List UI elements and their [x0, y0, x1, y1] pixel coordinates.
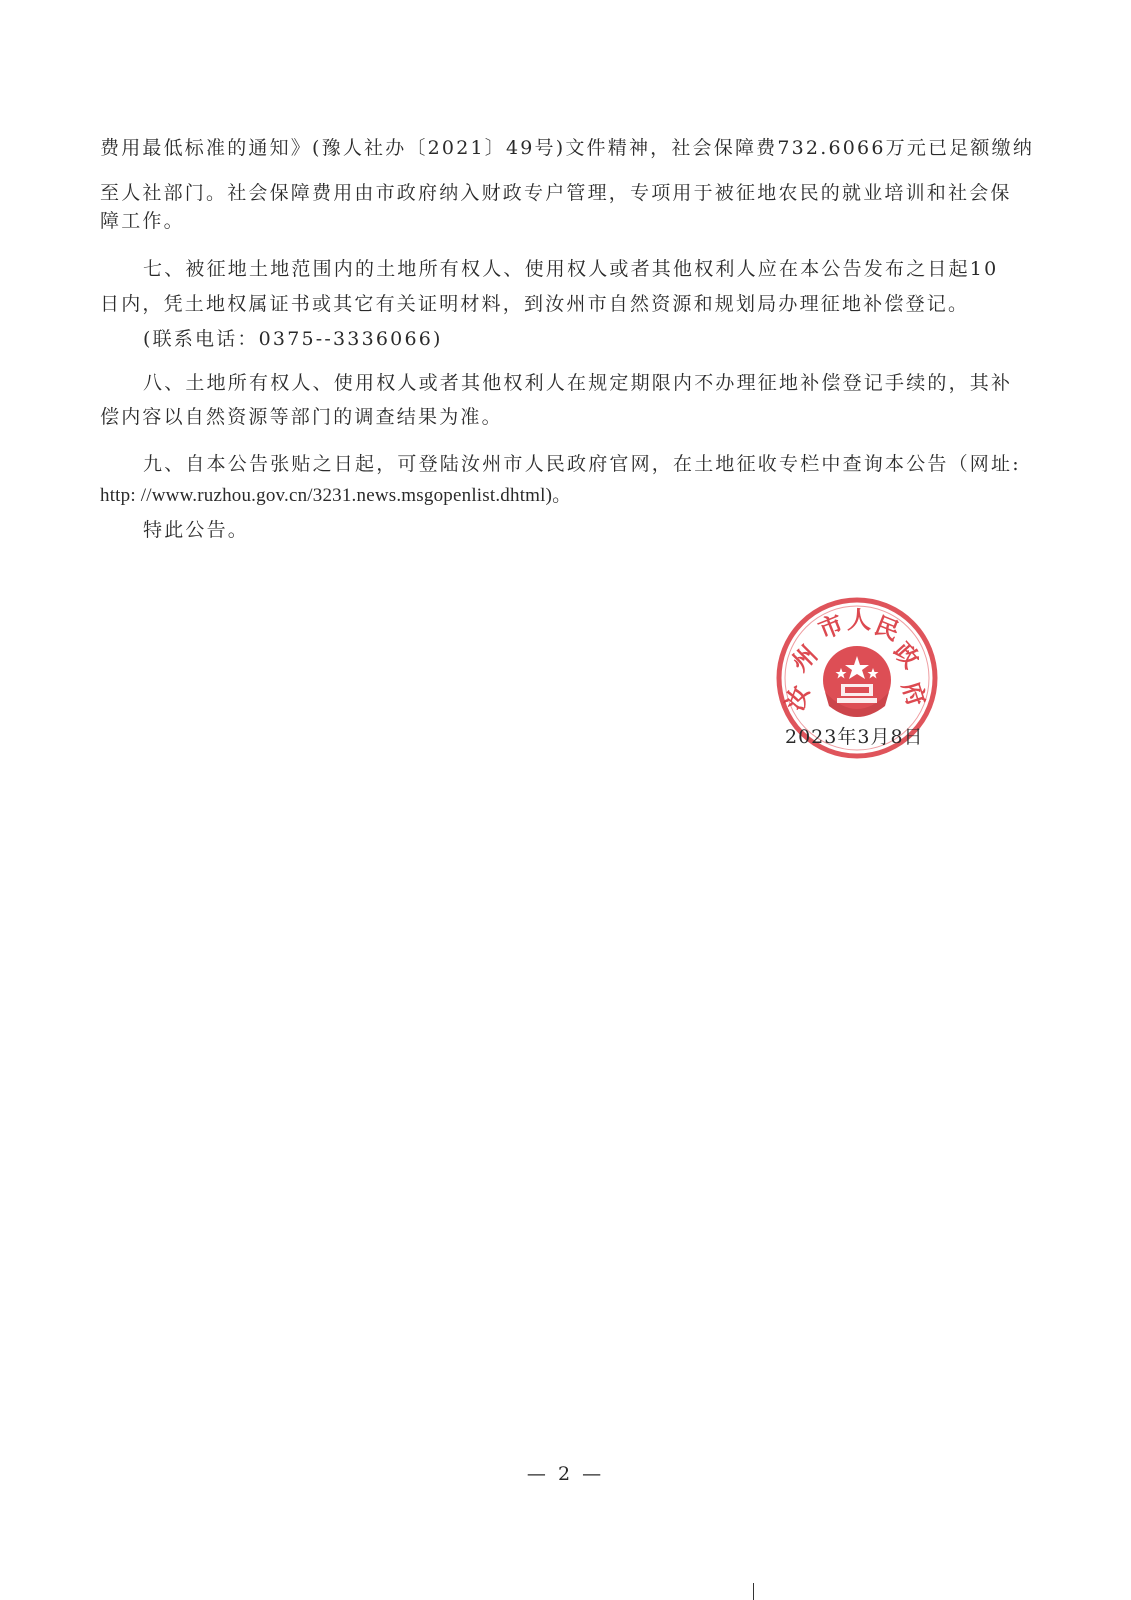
- paragraph-7-line-1: 七、被征地土地范围内的土地所有权人、使用权人或者其他权利人应在本公告发布之日起10: [143, 258, 999, 280]
- page-number: — 2 —: [526, 1463, 605, 1485]
- paragraph-9-line-2: http: //www.ruzhou.gov.cn/3231.news.msgopenlist.dhtml)。: [100, 485, 572, 506]
- seal-char: 汝: [780, 682, 815, 715]
- national-emblem-icon: [823, 646, 891, 717]
- seal-char: 府: [896, 678, 931, 710]
- seal-char: 民: [870, 611, 904, 647]
- seal-char: 市: [814, 609, 848, 645]
- seal-char: 州: [786, 640, 823, 677]
- scan-edge-mark: [753, 1583, 754, 1600]
- paragraph-8-line-1: 八、土地所有权人、使用权人或者其他权利人在规定期限内不办理征地补偿登记手续的，其补: [143, 372, 1013, 394]
- paragraph-8-line-2: 偿内容以自然资源等部门的调查结果为准。: [100, 406, 503, 428]
- paragraph-7-line-2: 日内，凭土地权属证书或其它有关证明材料，到汝州市自然资源和规划局办理征地补偿登记。: [100, 293, 970, 315]
- paragraph-6-line-1: 费用最低标准的通知》(豫人社办〔2021〕49号)文件精神，社会保障费732.6066万元已足额缴纳: [100, 137, 1035, 159]
- issue-date: 2023年3月8日: [785, 726, 924, 748]
- paragraph-6-line-3: 障工作。: [100, 210, 185, 232]
- seal-char: 政: [887, 637, 925, 674]
- contact-phone: (联系电话：0375--3336066): [143, 328, 443, 350]
- paragraph-6-line-2: 至人社部门。社会保障费用由市政府纳入财政专户管理，专项用于被征地农民的就业培训和社会保: [100, 182, 1012, 204]
- seal-char: 人: [847, 606, 871, 634]
- closing-statement: 特此公告。: [143, 519, 250, 541]
- paragraph-9-line-1: 九、自本公告张贴之日起，可登陆汝州市人民政府官网，在土地征收专栏中查询本公告（网址:: [143, 453, 1021, 475]
